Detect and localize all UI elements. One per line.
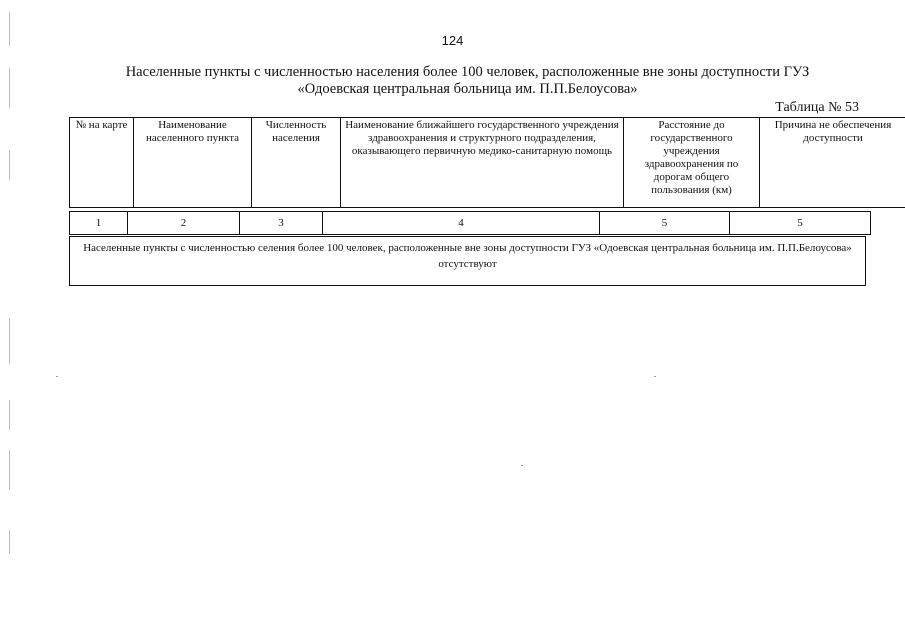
note-cell: Населенные пункты с численностью селения более 100 человек, расположенные вне зоны доступности ГУЗ «Одоевская центральная больница им. П.П.Белоусова» отсутствуют [70, 237, 866, 286]
header-cell-map-number: № на карте [70, 118, 134, 208]
column-number-cell: 1 [70, 212, 128, 235]
column-number-cell: 4 [323, 212, 600, 235]
table-number: Таблица № 53 [775, 100, 859, 115]
column-number-row [70, 212, 871, 235]
document-title-line-2: «Одоевская центральная больница им. П.П.Белоусова» [297, 81, 638, 97]
column-number-cell: 5 [600, 212, 730, 235]
scan-margin-mark [9, 530, 10, 554]
scan-margin-mark [9, 400, 10, 430]
scan-speck [56, 376, 58, 377]
column-number-cell: 2 [128, 212, 240, 235]
scan-margin-mark [9, 68, 10, 108]
scan-margin-mark [9, 12, 10, 46]
note-row [70, 237, 866, 286]
column-number-cell: 3 [240, 212, 323, 235]
document-title-line-1: Населенные пункты с численностью населения более 100 человек, расположенные вне зоны доступности ГУЗ [125, 64, 810, 80]
scan-margin-mark [9, 150, 10, 180]
page-number: 124 [441, 33, 464, 48]
header-cell-settlement-name: Наименование населенного пункта [134, 118, 252, 208]
document-title [70, 64, 865, 98]
header-cell-distance: Расстояние до государственного учреждения здравоохранения по дорогам общего пользования (км) [624, 118, 760, 208]
scan-margin-mark [9, 318, 10, 364]
scan-speck [521, 465, 523, 466]
header-cell-nearest-institution: Наименование ближайшего государственного учреждения здравоохранения и структурного подразделения, оказывающего первичную медико-санитарную помощь [341, 118, 624, 208]
table-column-numbers [69, 211, 871, 235]
column-number-cell: 5 [730, 212, 871, 235]
scan-speck [654, 376, 656, 377]
header-row [70, 118, 905, 208]
scan-margin-mark [9, 450, 10, 490]
table-header [69, 117, 905, 208]
header-cell-reason: Причина не обеспечения доступности [760, 118, 905, 208]
table-note [69, 236, 866, 286]
header-cell-population: Численность населения [252, 118, 341, 208]
